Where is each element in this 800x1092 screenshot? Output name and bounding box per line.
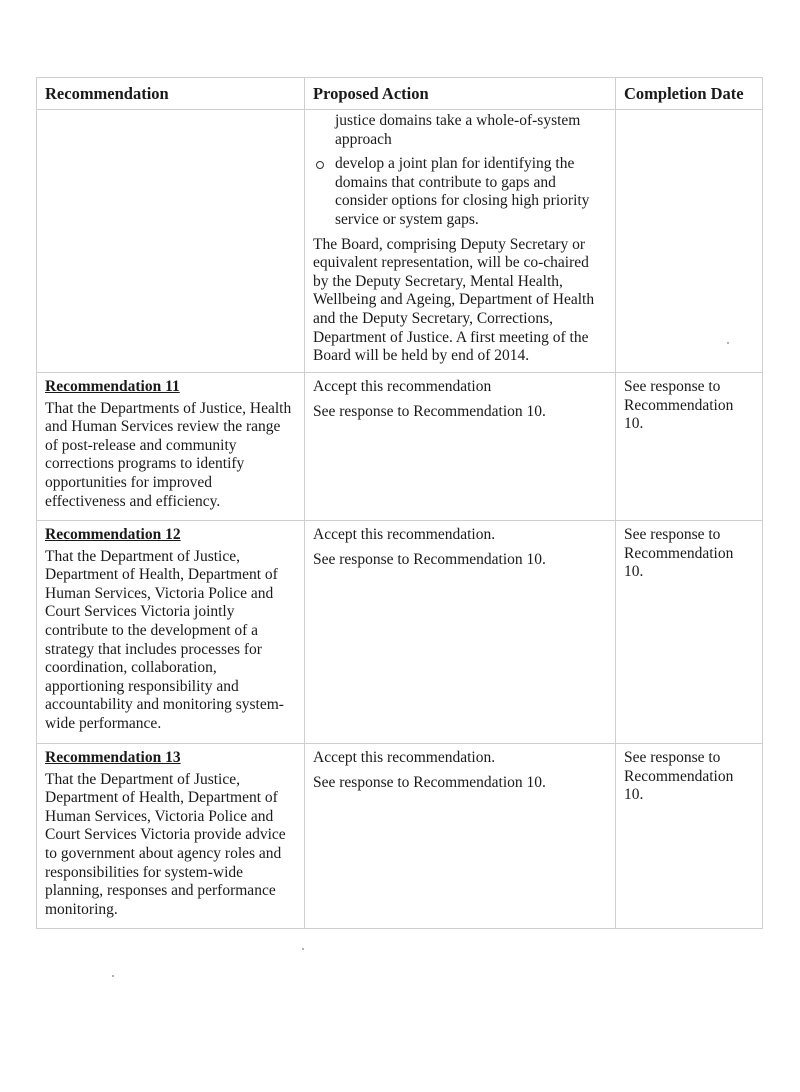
action-see-response: See response to Recommendation 10. (313, 773, 546, 791)
scan-speck (302, 948, 304, 950)
recommendation-cell (37, 521, 305, 744)
scan-speck (112, 975, 114, 977)
bullet-text: develop a joint plan for identifying the domains that contribute to gaps and consider options for closing high priority service or system gaps. (335, 155, 590, 228)
action-accept: Accept this recommendation. (313, 526, 496, 543)
list-item (313, 155, 607, 229)
recommendation-text: That the Departments of Justice, Health and Human Services review the range of post-release and community corrections programs to identify opportunities for improved effectiveness and efficiency. (45, 399, 292, 510)
recommendation-title: Recommendation 11 (45, 378, 180, 395)
completion-cell (616, 521, 763, 744)
header-proposed-action: Proposed Action (305, 78, 616, 110)
action-cell (305, 744, 616, 929)
recommendation-text: That the Department of Justice, Department of Health, Department of Human Services, Victoria Police and Court Services Victoria provide advice to government about agency roles and responsibilities for system-wide planning, responses and performance monitoring. (45, 770, 286, 918)
completion-cell (616, 373, 763, 521)
table-row (37, 373, 763, 521)
completion-text: See response to Recommendation 10. (624, 378, 734, 433)
table-header-row (37, 78, 763, 110)
action-see-response: See response to Recommendation 10. (313, 550, 546, 568)
table-row (37, 521, 763, 744)
action-see-response: See response to Recommendation 10. (313, 402, 546, 420)
recommendation-text: That the Department of Justice, Department of Health, Department of Human Services, Victoria Police and Court Services Victoria jointly contribute to the development of a strategy that includes processes for coordination, collaboration, apportioning responsibility and accountability and monitoring system-wide performance. (45, 547, 284, 732)
recommendation-title: Recommendation 12 (45, 526, 181, 543)
continuation-fragment: justice domains take a whole-of-system approach (335, 112, 581, 148)
continuation-recommendation-cell (37, 110, 305, 373)
completion-text: See response to Recommendation 10. (624, 749, 734, 804)
recommendation-cell (37, 373, 305, 521)
action-cell (305, 373, 616, 521)
action-accept: Accept this recommendation. (313, 749, 496, 766)
recommendations-table (36, 77, 763, 929)
header-completion-date: Completion Date (616, 78, 763, 110)
board-paragraph: The Board, comprising Deputy Secretary or equivalent representation, will be co-chaired by the Deputy Secretary, Mental Health, Wellbeing and Ageing, Department of Health and the Deputy Secretary, Corrections, Department of Justice. A first meeting of the Board will be held by end of 2014. (313, 235, 595, 365)
scan-speck (727, 342, 729, 344)
header-recommendation: Recommendation (37, 78, 305, 110)
bullet-icon (316, 161, 324, 169)
continuation-row (37, 110, 763, 373)
recommendation-title: Recommendation 13 (45, 749, 181, 766)
action-cell (305, 521, 616, 744)
continuation-action-cell (305, 110, 616, 373)
completion-text: See response to Recommendation 10. (624, 526, 734, 581)
action-accept: Accept this recommendation (313, 378, 492, 395)
continuation-completion-cell (616, 110, 763, 373)
completion-cell (616, 744, 763, 929)
recommendation-cell (37, 744, 305, 929)
table-row (37, 744, 763, 929)
